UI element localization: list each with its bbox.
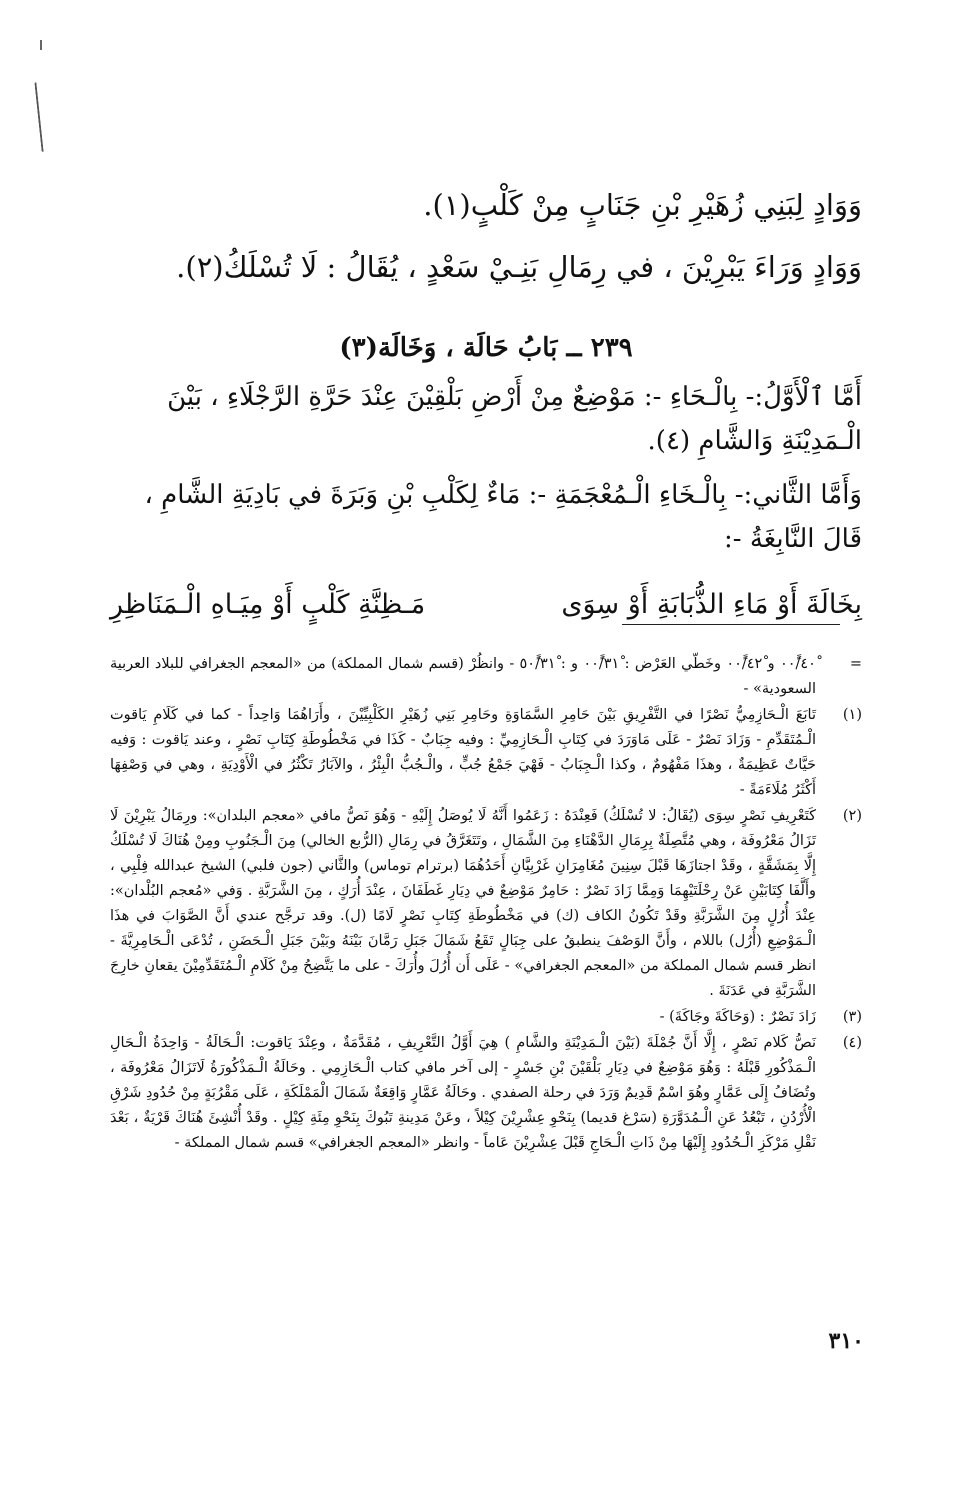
footnote-text: كَتَعْرِيفِ نَصْرٍ سِوَى (يُقَالُ: لا تُسْلَكُ) فَعِنْدَهُ : زَعَمُوا أَنَّهُ لَا يُوصَلُ إِلَيْهِ - وَهُوَ نَصُّ مافي «معجم البلدان»: ورِمَالُ يَبْرِيْنَ لَا تَزَالُ مَعْرُوفَة ، وهي مُتَّصِلَةٌ بِرِمَالِ الدَّهْنَاءِ مِنَ الشَّمَالِ ، وتَتَغَرَّقُ في رِمَالِ (الرُّبع الخالي) مِنَ الْـجَنُوبِ ومِنْ هُنَاكَ لَا تُسْلَكُ إِلَّا بِمَشَقَّةٍ ، وقَدْ اجتازَهَا قَبْلَ سِنِينَ مُغَامِرَانِ غَرْبِيَّانِ أَحَدُهُمَا (برترام توماس) والثَّاني (جون فلبي) الشيخ عبدالله فِلْبِي ، وأَلَّفَا كِتَابَيْنِ عَنْ رِحْلَتَيْهِمَا وَمِمَّا زَادَ نَصْرٌ : حَامِرٌ مَوْضِعٌ في دِيَارِ غَطَفَانَ ، عِنْدَ أُرَكٍ ، مِنَ الشَّرَبَّةِ . وَفي «مُعجم البُلْدان»: عِنْدَ أُرُلٍ مِنَ الشَّرَبَّةِ وقَدْ تَكُونُ الكاف (ك) في مَخْطُوطَةِ كِتَابِ نَصْرٍ لَامًا (ل). وقد ترجَّح عندي أَنَّ الصَّوَابَ في هذَا الْـمَوْضِعِ (أُرُل) باللام ، وأَنَّ الوَصْفَ ينطبقُ على جِبَالٍ تَقَعُ شَمَالَ جَبَلِ رَمَّانَ بَيْنَهُ وبَيْنَ جَبَلِ الْـحَضَنِ ، تُدْعَى الْـحَامِرِيَّةَ - انظر قسم شمال المملكة من «المعجم الجغرافي» - عَلَى أَن أُرُلَ وأُرَكَ - على ما يَتَّضِحُ مِنْ كَلَامِ الْـمُتَقَدِّمِيْنَ يقعانِ خارِجَ الشَّرَبَّةِ في عَدَنَةَ . — [110, 808, 816, 999]
margin-pencil-mark — [34, 82, 46, 152]
footnote-3 — [110, 1005, 862, 1030]
footnote-number: (٣) — [842, 1009, 862, 1025]
paragraph-second: وَأَمَّا الثَّاني:- بِالْـخَاءِ الْـمُعْجَمَةِ -: مَاءٌ لِكَلْبِ بْنِ وَبَرَةَ في بَادِيَةِ الشَّامِ ، قَالَ النَّابِغَةُ -: — [144, 480, 862, 554]
poem-first-hemistich: بِخَالَةَ أَوْ مَاءِ الذُّبَابَةِ أَوْ سِوَى — [561, 589, 862, 620]
footnote-1 — [110, 703, 862, 803]
footnote-text: ٠٠ًَ/٤٠ْ و ٠٠ًَ/٤٢ْ وخَطّي العَرْض : ٠٠ًَ/٣١ْ و : ٥٠ًَ/٣١ْ - وانظُرْ (قسم شمال المملكة) من «المعجم الجغرافي للبلاد العربية السعودية» - — [110, 656, 816, 697]
footnote-text: تَابَعَ الْـحَازِمِيُّ نَصْرًا في التَّفْرِيقِ بَيْنَ حَامِرِ السَّمَاوَةِ وحَامِرِ بَنِي زُهَيْرِ الكَلْبِيِّيْنَ ، وأَرَاهُمَا وَاحِداً - كما في كَلَامِ يَاقوت الْـمُتَقَدِّمِ - وَزَادَ نَصْرٌ - عَلَى مَاوَرَدَ في كِتَابِ الْـحَازِمِيِّ : وفيه جِبَابٌ - كَذَا في مَخْطُوطَةِ كِتَابِ نَصْرٍ ، وعند يَاقوت : وَفيه حَيَّاتٌ عَظِيمَةٌ ، وهذَا مَفْهُومٌ ، وكذا الْـجِبَابُ - فَهْيَ جَمْعُ جُبٍّ ، والْـجُبُّ الْبِئْرُ ، والآبَارُ تَكْثُرُ في الْأَوْدِيَةِ ، وهي في وَصْفِهَا أَكْثَرُ مُلَاءَمَةً - — [110, 707, 816, 798]
page-number: ٣١٠ — [828, 1328, 864, 1354]
main-line-1: وَوَادٍ لِبَنِي زُهَيْرِ بْنِ جَنَابٍ مِنْ كَلْبٍ(١). — [423, 188, 862, 222]
footnote-text: زَادَ نَصْرٌ : (وَحَاكَةَ وجَاكَةَ) - — [659, 1009, 816, 1025]
footnote-text: نَصُّ كَلام نَصْرٍ ، إِلَّا أَنَّ جُمْلَةَ (بَيْنَ الْـمَدِيْنَةِ والشَّامِ ) هِيَ أَوَّلُ التَّعْرِيفِ ، مُقَدَّمَةٌ ، وعِنْدَ يَاقوت: الْـحَالَةُ - وَاحِدَةُ الْـحَالِ الْـمَذْكُورِ قَبْلَهُ : وَهُوَ مَوْضِعٌ في دِيَارِ بَلْقَيْنَ بْنِ جَسْرٍ - إلى آخر مافي كتاب الْـحَازِمِي . وحَالَةُ الْـمَذْكُورَةُ لَاتَزَالُ مَعْرُوفَة ، وتُضَافُ إِلَى عَمَّارٍ وهُوَ اسْمٌ قَدِيمٌ وَرَدَ في رحلة الصفدي . وحَالَةُ عَمَّارٍ وَاقِعَةٌ شَمَالَ الْمَمْلَكَةِ ، عَلَى مَقْرُبَةٍ مِنْ حُدُودِ شَرْقِ الْأُرْدُنِ ، تَبْعُدُ عَنِ الْـمُدَوَّرَةِ (سَرْغ قديما) بِنَحْوِ عِشْرِيْنَ كِيْلاً ، وعَنْ مَدِينةِ تَبُوكَ بِنَحْوِ مِئَةِ كِيْلٍ . وقَدْ أُنْشِئَ هُنَاكَ قَرْيَةٌ ، بَعْدَ نَقْلِ مَرْكَزِ الْـحُدُودِ إِلَيْهَا مِنْ ذَاتِ الْـحَاجِ قَبْلَ عِشْرِيْنَ عَاماً - وانظر «المعجم الجغرافي» قسم شمال المملكة - — [110, 1035, 816, 1151]
footnote-separator — [622, 624, 840, 625]
paragraph-first: أَمَّا ٱلْأَوَّلُ:- بِالْـحَاءِ -: مَوْضِعٌ مِنْ أَرْضِ بَلْقِيْنَ عِنْدَ حَرَّةِ الرَّجْلَاءِ ، بَيْنَ الْـمَدِيْنَةِ وَالشَّامِ (٤). — [167, 382, 862, 456]
footnote-number: (٤) — [842, 1035, 862, 1051]
footnote-number: (١) — [842, 707, 862, 723]
margin-mark-dot — [40, 40, 42, 50]
footnote-4 — [110, 1031, 862, 1156]
footnote-number: (٢) — [842, 808, 862, 824]
main-text — [110, 175, 862, 631]
footnotes — [110, 652, 862, 1157]
main-line-2: وَوَادٍ وَرَاءَ يَبْرِيْنَ ، في رِمَالِ بَنِـيْ سَعْدٍ ، يُقَالُ : لَا تُسْلَكُ(٢). — [176, 250, 862, 284]
footnote-2 — [110, 804, 862, 1004]
footnote-marker: = — [849, 656, 862, 672]
poem-second-hemistich: مَـظِنَّةِ كَلْبٍ أَوْ مِيَـاهِ الْـمَنَاظِرِ — [110, 589, 426, 620]
footnote-continuation — [110, 652, 862, 702]
section-title: ٢٣٩ ــ بَابُ حَالَة ، وَخَالَة(٣) — [339, 333, 633, 363]
